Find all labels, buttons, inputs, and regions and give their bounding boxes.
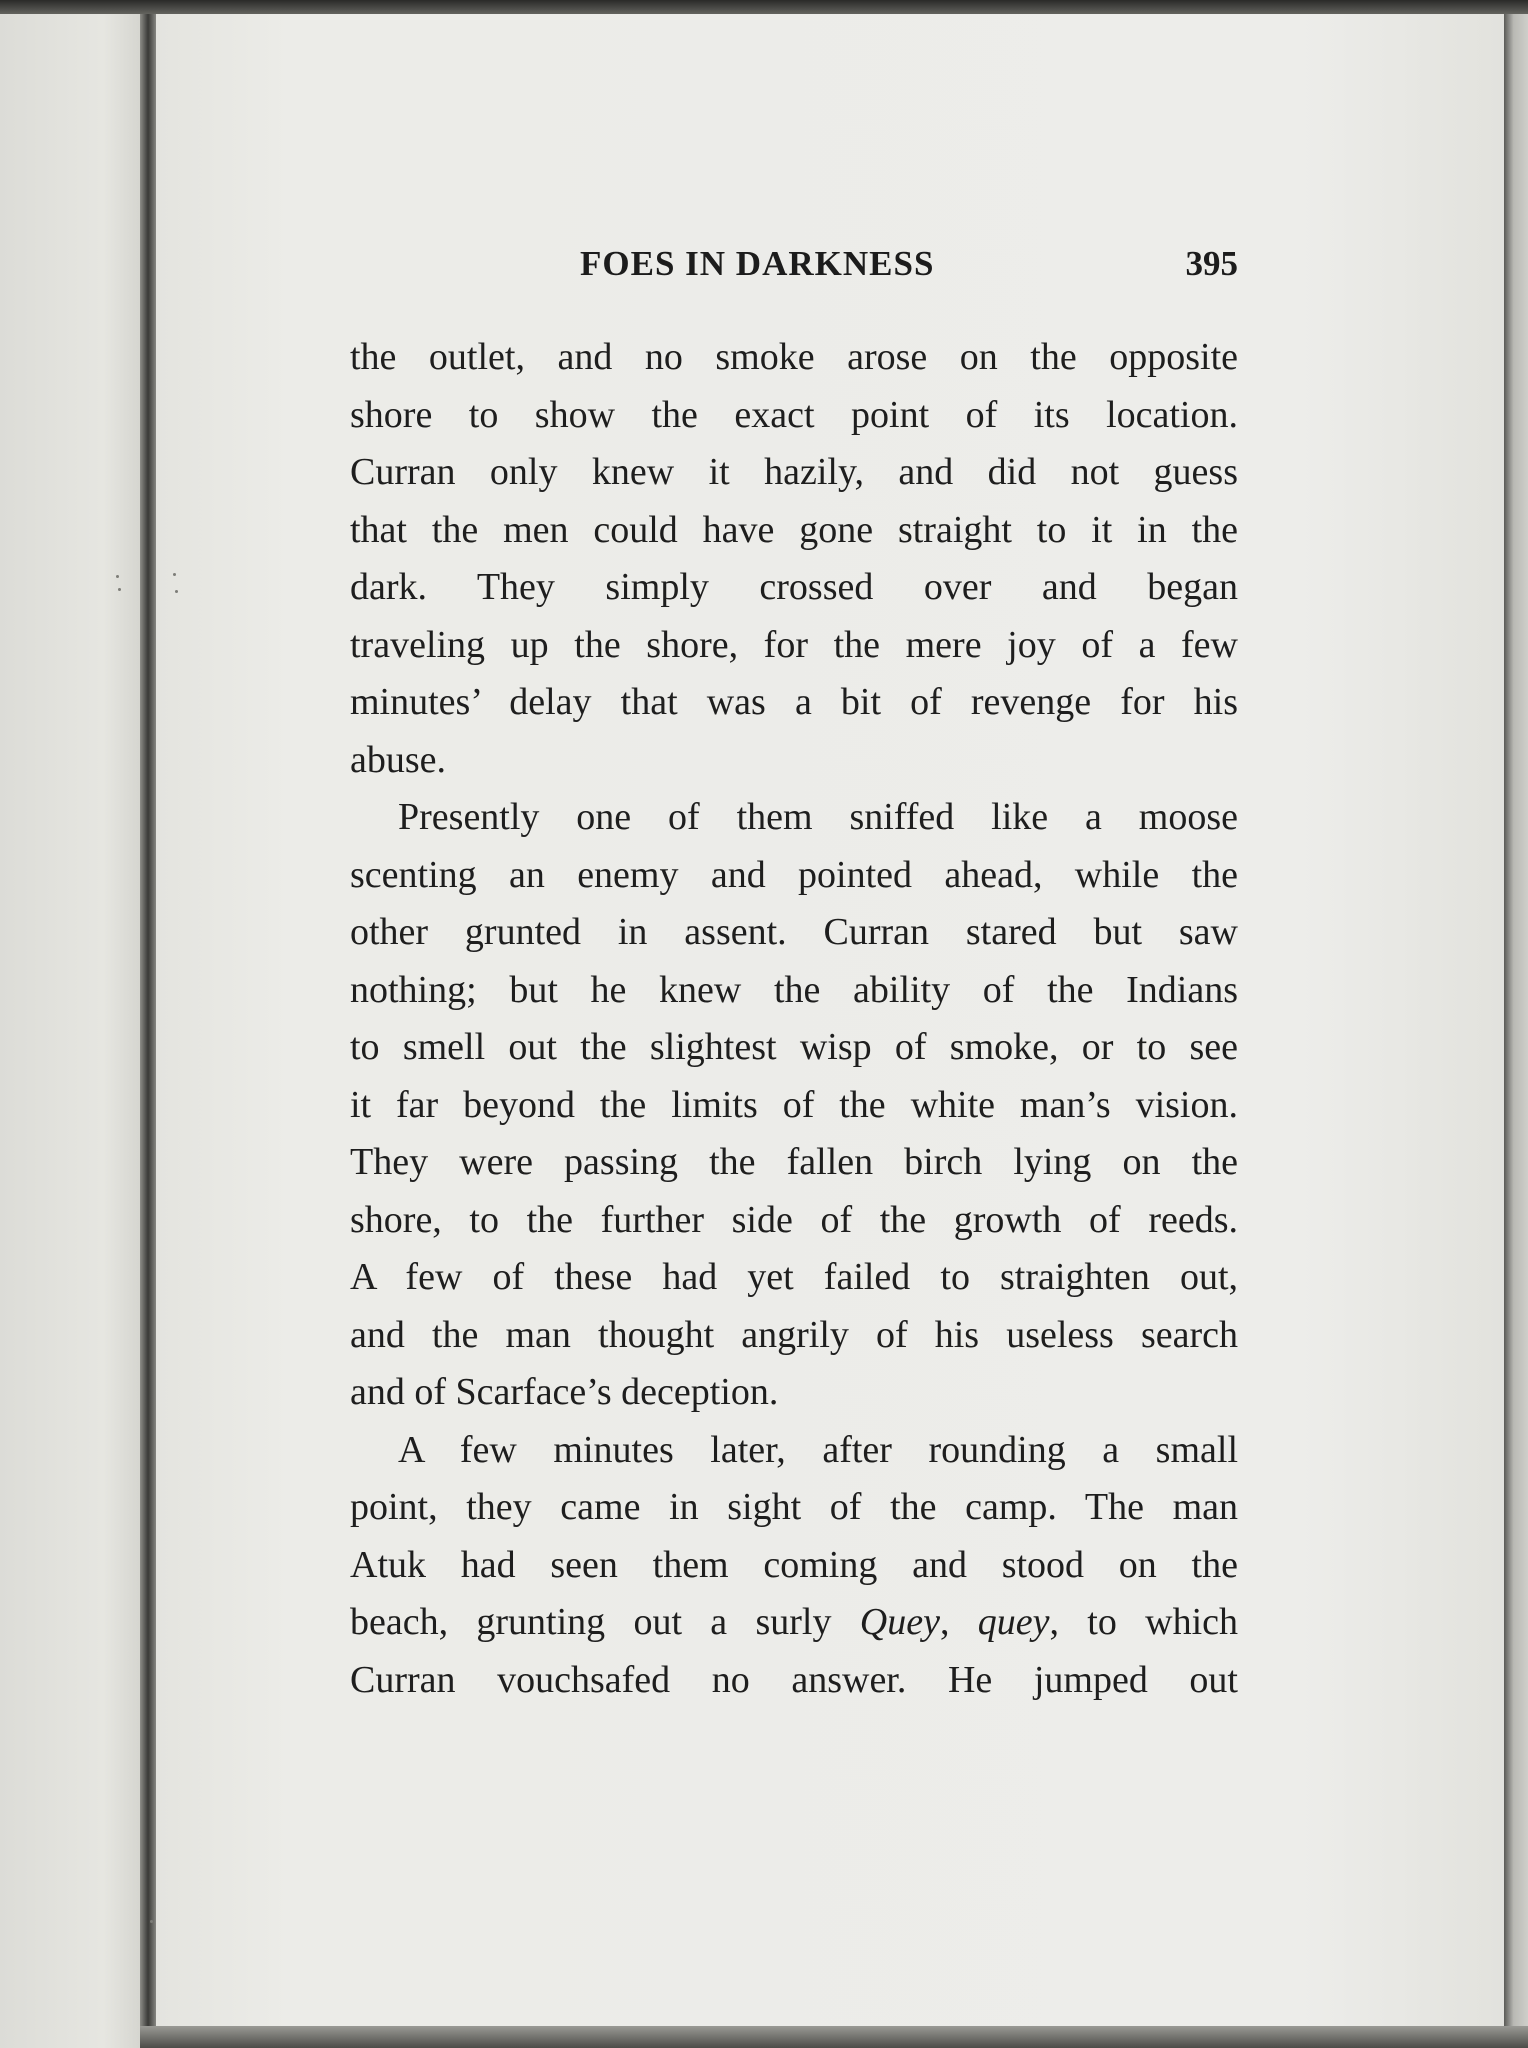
text-segment: , xyxy=(939,1601,978,1643)
body-text xyxy=(350,329,1238,1709)
text-line: Atuk had seen them coming and stood on the xyxy=(350,1543,1238,1586)
paper-speck xyxy=(118,588,121,591)
text-line: abuse. xyxy=(350,738,447,781)
text-line: it far beyond the limits of the white man’s vision. xyxy=(350,1083,1238,1126)
text-line: dark. They simply crossed over and began xyxy=(350,566,1238,608)
scan-bottom-edge xyxy=(140,2026,1528,2048)
text-line: shore to show the exact point of its location. xyxy=(350,393,1238,436)
paper-speck xyxy=(116,575,119,578)
text-line: other grunted in assent. Curran stared but saw xyxy=(350,911,1238,953)
text-line: A few of these had yet failed to straighten out, xyxy=(350,1256,1238,1298)
text-line: Curran vouchsafed no answer. He jumped out xyxy=(350,1658,1238,1701)
running-head-title: FOES IN DARKNESS xyxy=(580,244,935,283)
text-line: A few minutes later, after rounding a small xyxy=(398,1428,1238,1471)
text-line-with-italics xyxy=(350,1594,1238,1652)
running-head xyxy=(350,244,1238,288)
facing-page-edge xyxy=(0,14,148,2048)
italic-quey: Quey xyxy=(859,1601,940,1643)
text-line: They were passing the fallen birch lying on the xyxy=(350,1141,1238,1183)
text-line: shore, to the further side of the growth of reeds. xyxy=(350,1198,1238,1241)
paper-speck xyxy=(173,573,176,576)
paragraph-2 xyxy=(350,789,1238,1422)
paragraph-3 xyxy=(350,1422,1238,1710)
text-segment: beach, grunting out a surly xyxy=(350,1601,860,1643)
italic-quey-second: quey xyxy=(977,1601,1050,1643)
paper-speck xyxy=(150,1920,153,1923)
text-line: and of Scarface’s deception. xyxy=(350,1371,779,1413)
text-line: minutes’ delay that was a bit of revenge for his xyxy=(350,681,1238,723)
text-line: scenting an enemy and pointed ahead, while the xyxy=(350,853,1238,896)
text-line: Curran only knew it hazily, and did not guess xyxy=(350,451,1238,493)
text-segment: , to which xyxy=(1049,1601,1238,1643)
text-line: to smell out the slightest wisp of smoke, or to see xyxy=(350,1026,1238,1068)
text-line: point, they came in sight of the camp. The man xyxy=(350,1486,1238,1528)
text-line: Presently one of them sniffed like a moose xyxy=(398,796,1238,838)
text-line: and the man thought angrily of his useless search xyxy=(350,1313,1238,1356)
text-line: that the men could have gone straight to it in the xyxy=(350,508,1238,551)
paper-speck xyxy=(175,590,178,593)
paragraph-1 xyxy=(350,329,1238,789)
text-line: nothing; but he knew the ability of the Indians xyxy=(350,968,1238,1011)
text-line: traveling up the shore, for the mere joy of a few xyxy=(350,623,1238,666)
text-line: the outlet, and no smoke arose on the opposite xyxy=(350,336,1238,378)
page-number: 395 xyxy=(1185,244,1238,283)
page-right-edge xyxy=(1504,14,1528,2048)
